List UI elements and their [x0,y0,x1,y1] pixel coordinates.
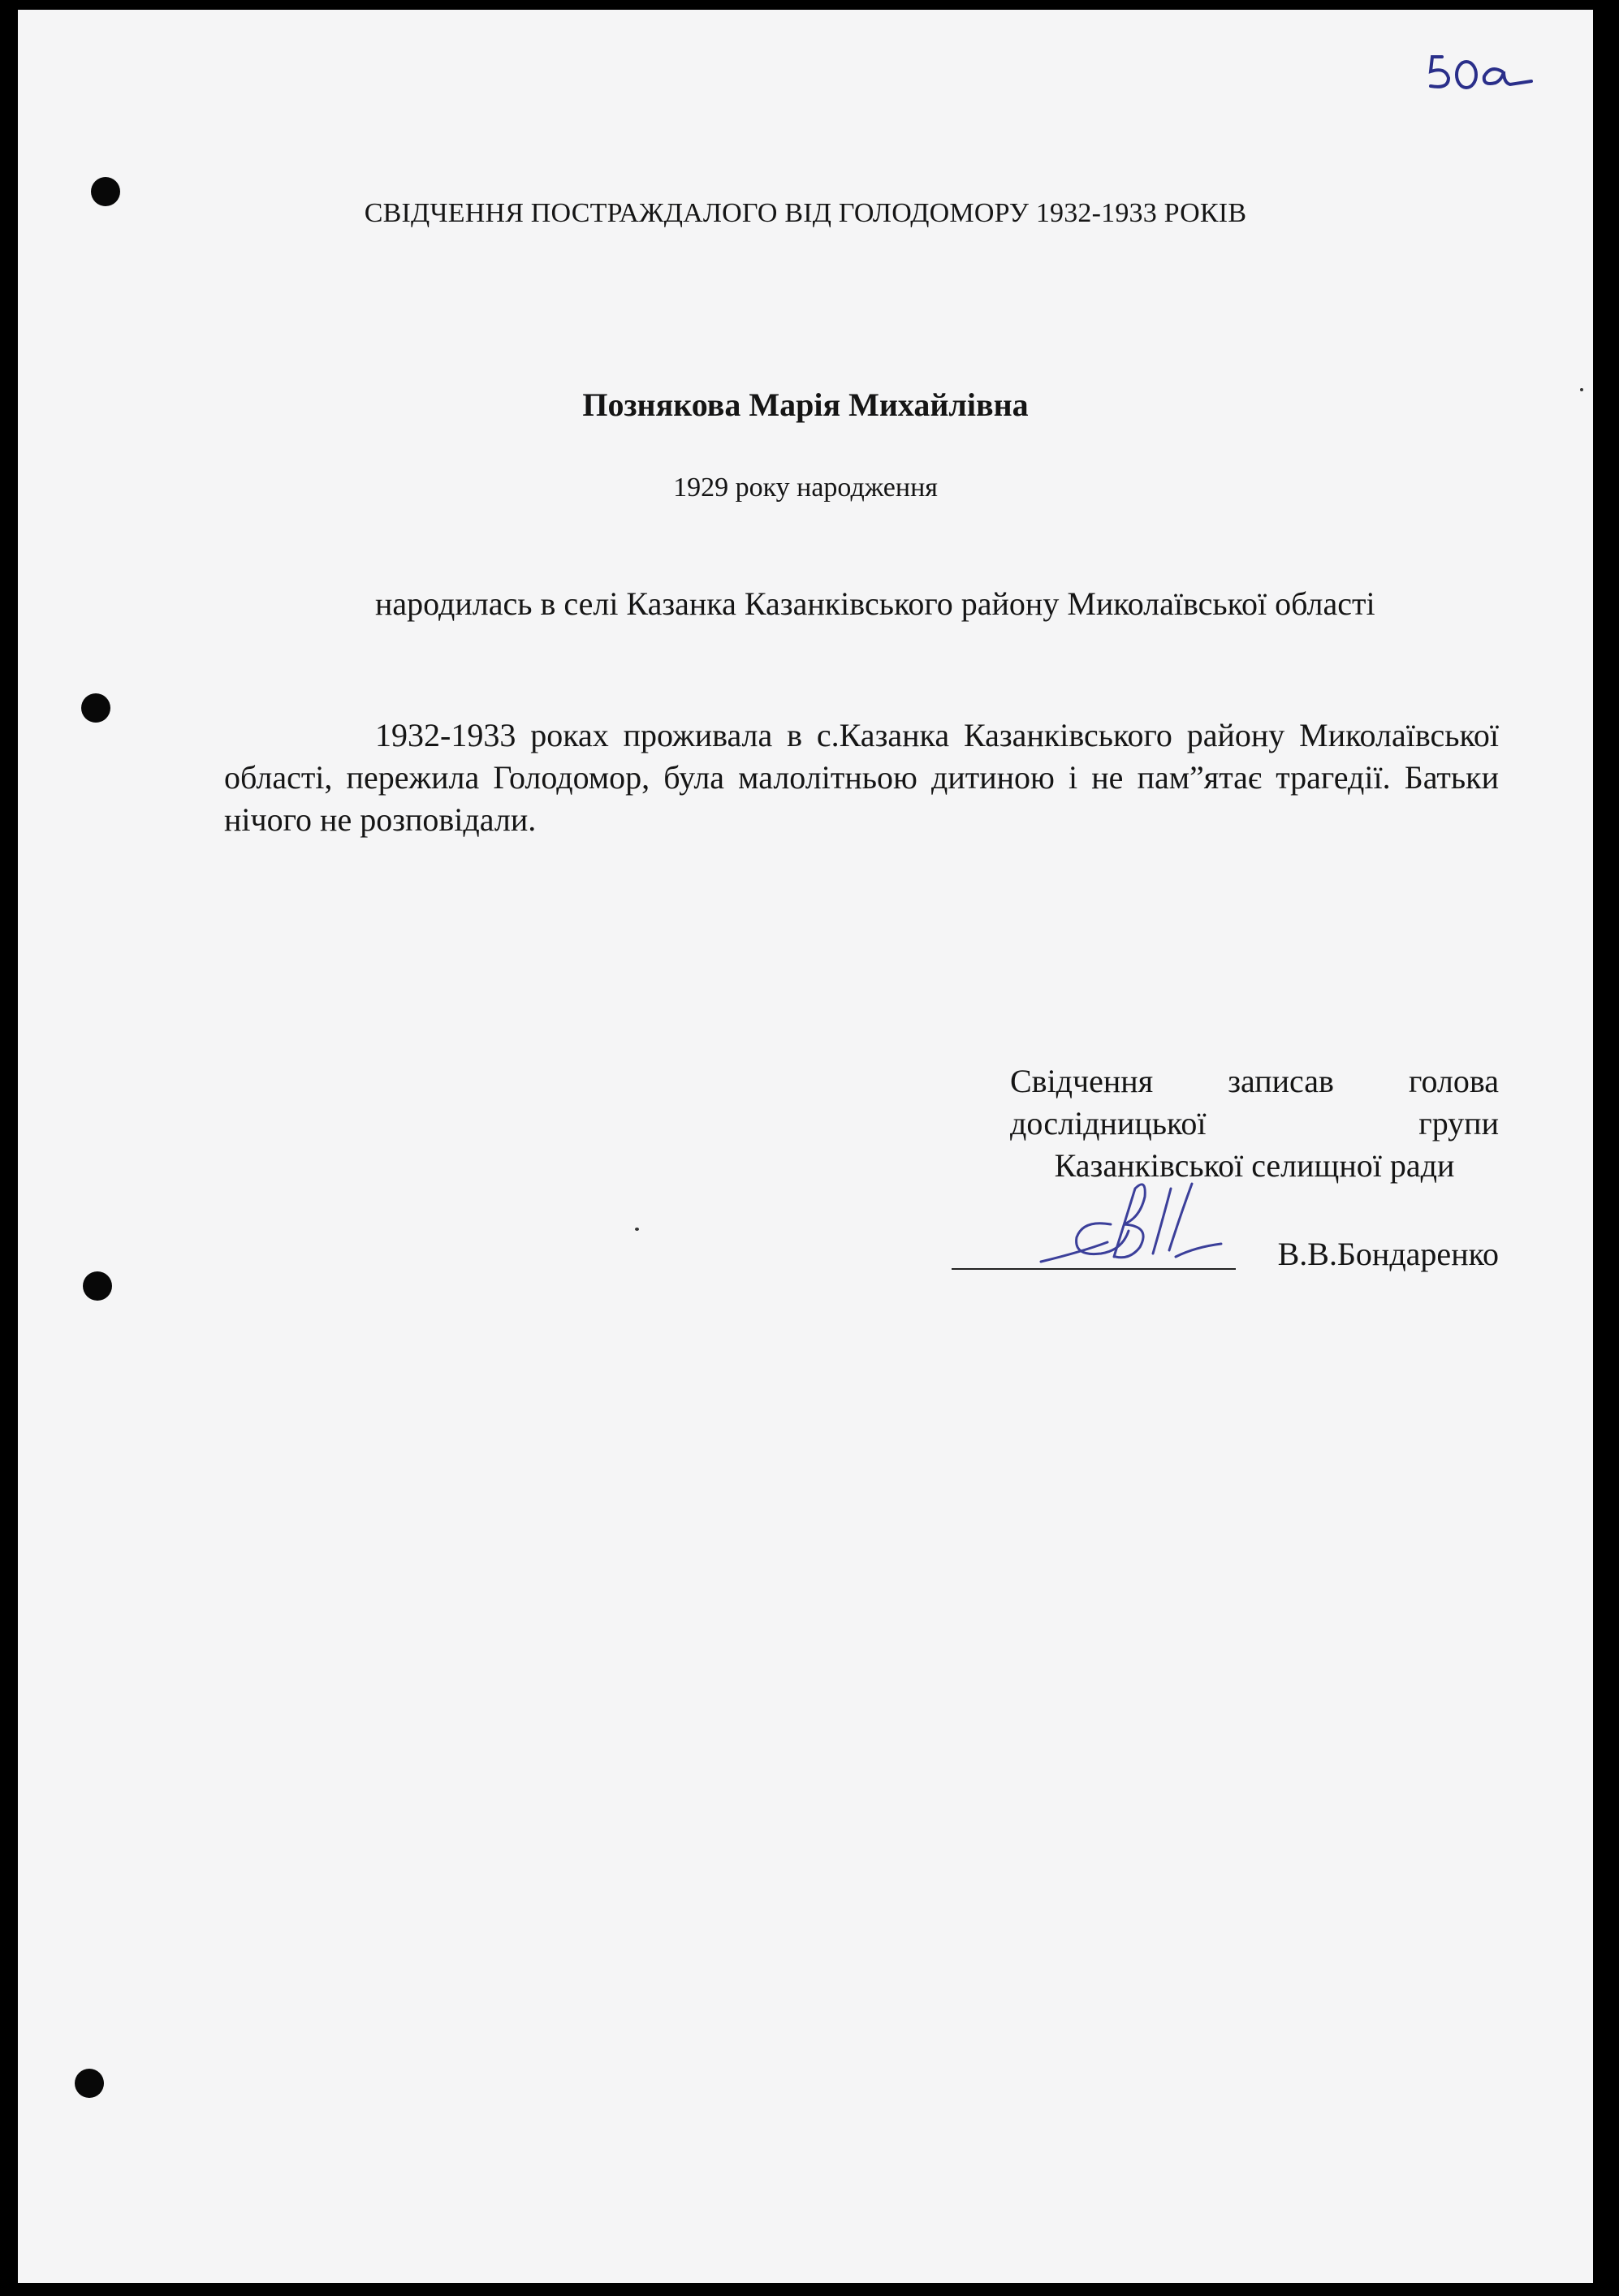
document-heading: СВІДЧЕННЯ ПОСТРАЖДАЛОГО ВІД ГОЛОДОМОРУ 1932-1933 РОКІВ [364,198,1247,228]
person-name: Познякова Марія Михайлівна [582,386,1029,423]
recorder-title: Свідчення записав голова дослідницької групи [1010,1063,1499,1142]
handwritten-signature [1033,1172,1228,1278]
recorder-block [1010,1060,1499,1187]
birth-year-line: 1929 року народження [673,473,938,503]
document-page [18,10,1593,2283]
punch-hole [83,1271,112,1301]
signature-row [952,1218,1499,1283]
handwritten-page-number [1424,39,1538,96]
birthplace-paragraph: народилась в селі Казанка Казанківського району Миколаївської області [375,585,1375,622]
punch-hole [75,2069,104,2098]
paper-speck [635,1228,639,1231]
signer-name: В.В.Бондаренко [1277,1236,1499,1272]
punch-hole [81,693,110,723]
testimony-paragraph: 1932-1933 роках проживала в с.Казанка Казанківського району Миколаївської області, пережила Голодомор, була малолітньою дитиною і не пам”ятає трагедії. Батьки нічого не розповідали. [224,717,1499,838]
recorder-council: Казанківської селищної ради [1054,1147,1455,1184]
